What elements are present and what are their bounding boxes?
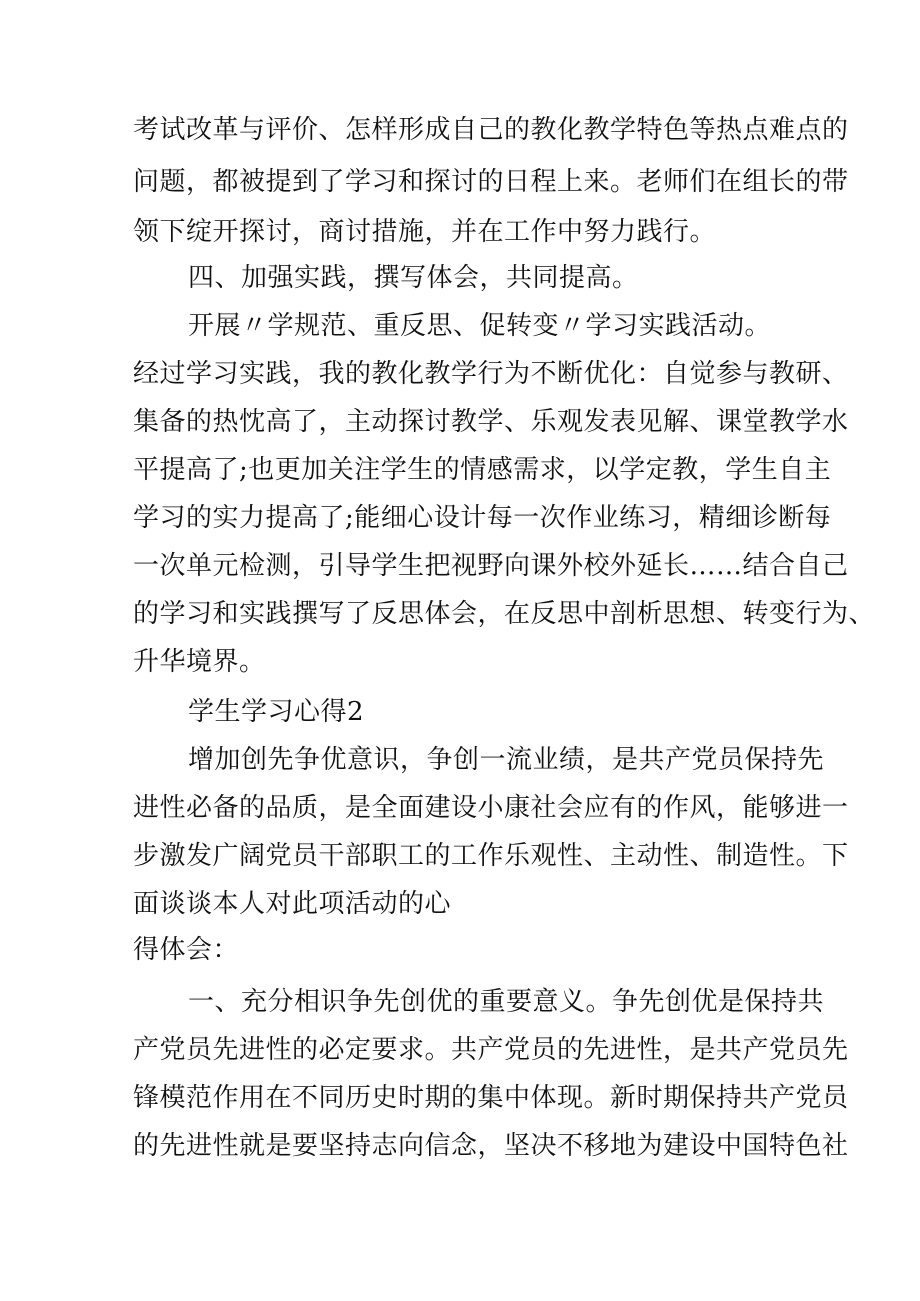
section-title: 学生学习心得2 (188, 697, 365, 727)
text-line: 步激发广阔党员干部职工的工作乐观性、主动性、制造性。下 (133, 841, 849, 871)
text-line: 领下绽开探讨，商讨措施，并在工作中努力践行。 (133, 217, 717, 247)
text-line: 开展〃学规范、重反思、促转变〃学习实践活动。 (188, 311, 772, 341)
text-line: 平提高了;也更加关注学生的情感需求，以学定教，学生自主 (133, 455, 832, 485)
text-line: 面谈谈本人对此项活动的心 (133, 889, 452, 919)
text-line: 问题，都被提到了学习和探讨的日程上来。老师们在组长的带 (133, 167, 849, 197)
text-line: 的学习和实践撰写了反思体会，在反思中剖析思想、转变行为、 (133, 599, 876, 629)
text-line: 经过学习实践，我的教化教学行为不断优化：自觉参与教研、 (133, 359, 849, 389)
text-line: 升华境界。 (133, 647, 266, 677)
text-line: 得体会： (133, 935, 240, 965)
text-line: 锋模范作用在不同历史时期的集中体现。新时期保持共产党员 (133, 1083, 849, 1113)
text-line: 一次单元检测，引导学生把视野向课外校外延长……结合自己 (133, 551, 849, 581)
text-line: 学习的实力提高了;能细心设计每一次作业练习，精细诊断每 (133, 503, 832, 533)
section-heading: 四、加强实践，撰写体会，共同提高。 (188, 263, 639, 293)
text-line: 进性必备的品质，是全面建设小康社会应有的作风，能够进一 (133, 793, 849, 823)
text-line: 的先进性就是要坚持志向信念，坚决不移地为建设中国特色社 (133, 1131, 849, 1161)
text-line: 产党员先进性的必定要求。共产党员的先进性，是共产党员先 (133, 1035, 849, 1065)
text-line: 一、充分相识争先创优的重要意义。争先创优是保持共 (188, 987, 825, 1017)
text-line: 集备的热忱高了，主动探讨教学、乐观发表见解、课堂教学水 (133, 407, 849, 437)
text-line: 增加创先争优意识，争创一流业绩，是共产党员保持先 (188, 745, 825, 775)
text-line: 考试改革与评价、怎样形成自己的教化教学特色等热点难点的 (133, 115, 849, 145)
